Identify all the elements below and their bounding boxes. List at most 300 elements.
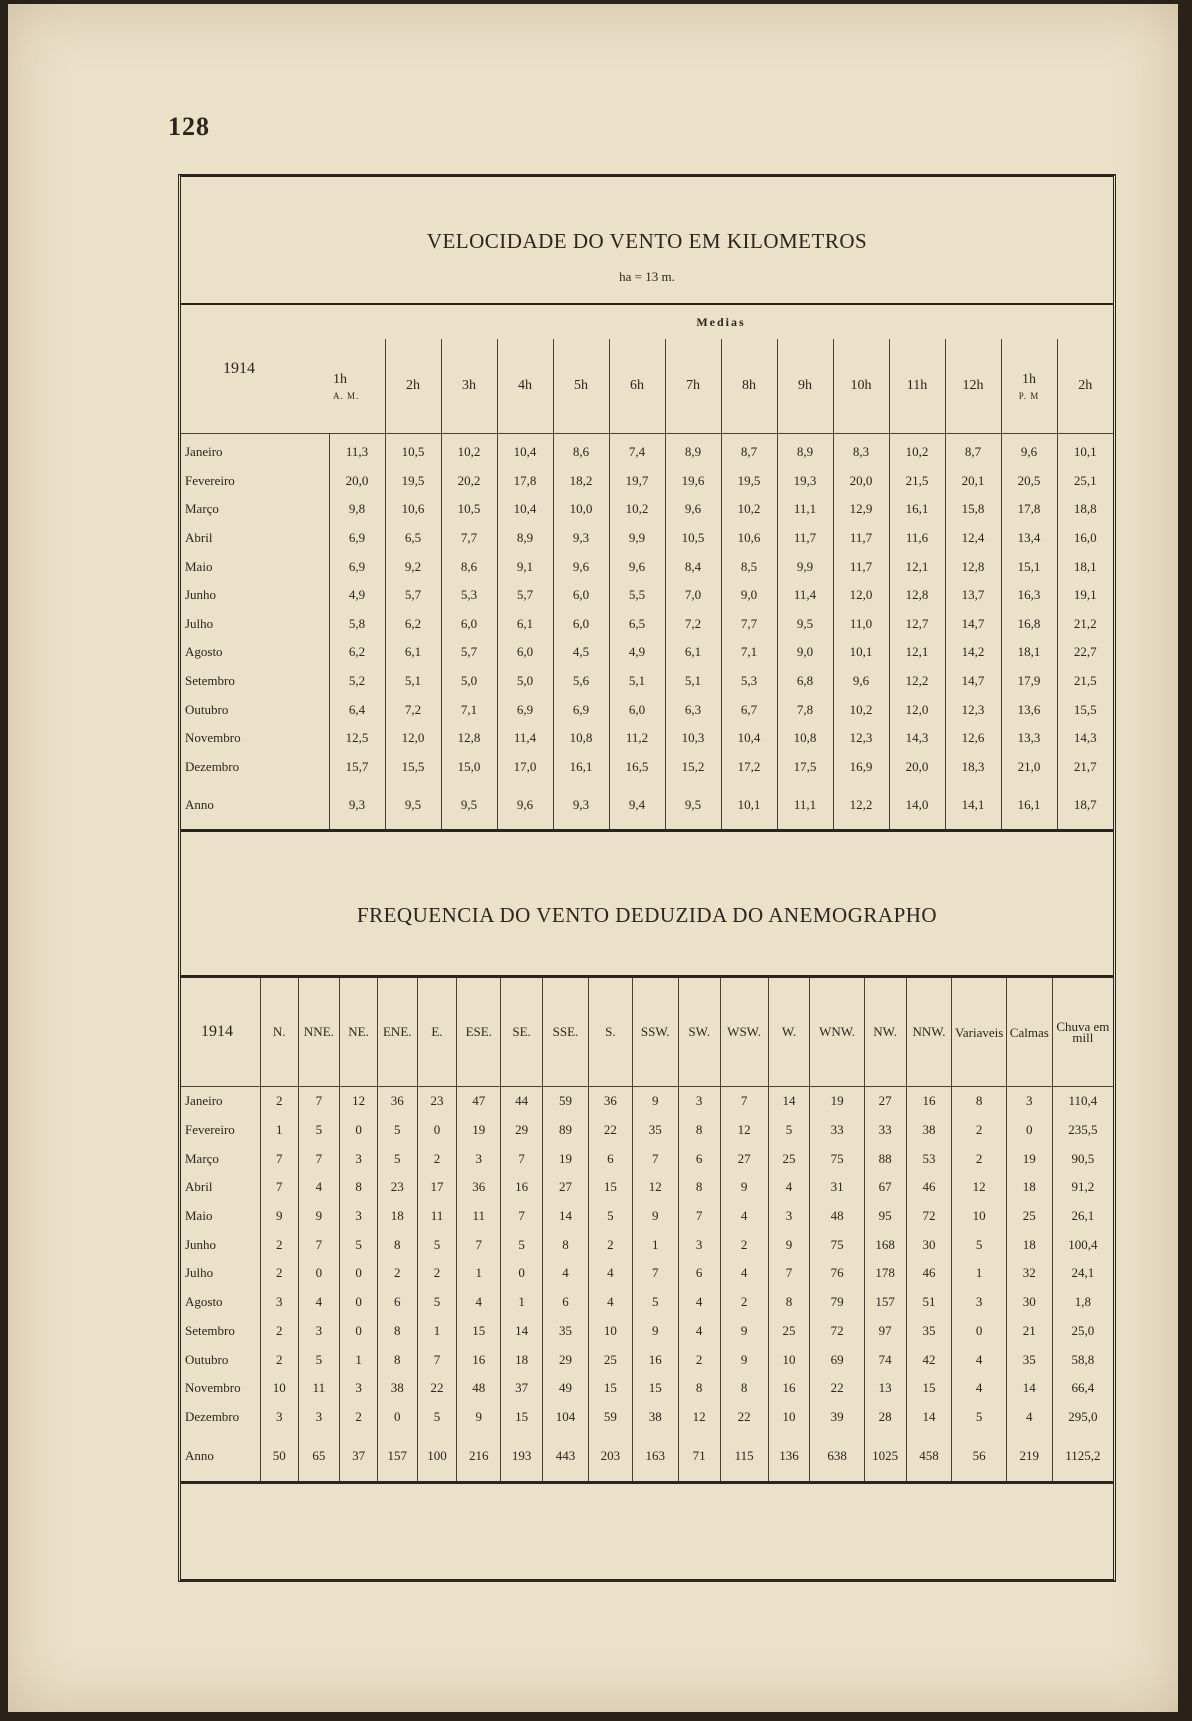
table-cell: 13,3 xyxy=(1001,724,1057,753)
table-row xyxy=(181,1374,1113,1403)
table-cell: 25 xyxy=(768,1317,810,1346)
table-cell: 8 xyxy=(377,1230,417,1259)
table-cell: 136 xyxy=(768,1431,810,1483)
table-cell: 5,8 xyxy=(329,610,385,639)
month-label: Dezembro xyxy=(185,758,240,774)
table-cell: 3 xyxy=(457,1144,501,1173)
table-cell: 42 xyxy=(906,1345,952,1374)
table-cell: 15,2 xyxy=(665,753,721,782)
table-cell: 6,0 xyxy=(609,695,665,724)
hour-label: 1h xyxy=(1022,371,1036,387)
table-cell: 19,5 xyxy=(721,467,777,496)
hour-header xyxy=(833,339,889,434)
table-cell: 9 xyxy=(632,1202,678,1231)
table-cell: 36 xyxy=(588,1087,632,1116)
table-cell: 2 xyxy=(417,1144,457,1173)
table-cell: 0 xyxy=(1006,1116,1052,1145)
table-cell: 16 xyxy=(906,1087,952,1116)
table-cell: 19 xyxy=(542,1144,588,1173)
table-cell: 15,1 xyxy=(1001,552,1057,581)
table-row xyxy=(181,495,1113,524)
table-cell: 15 xyxy=(588,1374,632,1403)
table-cell: 2 xyxy=(260,1345,298,1374)
hour-header xyxy=(329,339,385,434)
direction-header: SW. xyxy=(678,977,720,1087)
table-row xyxy=(181,1173,1113,1202)
table-cell: 10,5 xyxy=(665,524,721,553)
table-cell: 22 xyxy=(588,1116,632,1145)
table-cell: 36 xyxy=(457,1173,501,1202)
table-cell: 10,2 xyxy=(721,495,777,524)
table-cell: 21,5 xyxy=(889,467,945,496)
direction-header: ESE. xyxy=(457,977,501,1087)
velocity-year: 1914 xyxy=(223,360,255,377)
direction-header: S. xyxy=(588,977,632,1087)
table-cell: 13 xyxy=(864,1374,906,1403)
table-cell: 18,2 xyxy=(553,467,609,496)
table-cell: 12 xyxy=(678,1403,720,1432)
table-cell: 458 xyxy=(906,1431,952,1483)
table-cell: 13,7 xyxy=(945,581,1001,610)
table-cell: 6 xyxy=(678,1259,720,1288)
table-cell: 8 xyxy=(678,1173,720,1202)
table-cell: 9,3 xyxy=(553,781,609,831)
table-row xyxy=(181,1345,1113,1374)
table-cell: 95 xyxy=(864,1202,906,1231)
table-cell: 48 xyxy=(810,1202,864,1231)
table-cell: 38 xyxy=(906,1116,952,1145)
frequency-header-row xyxy=(181,977,1113,1087)
table-cell: 56 xyxy=(952,1431,1006,1483)
table-cell: 75 xyxy=(810,1230,864,1259)
table-cell: 14,0 xyxy=(889,781,945,831)
table-cell: 3 xyxy=(1006,1087,1052,1116)
table-cell: 6,0 xyxy=(553,581,609,610)
table-cell: 7 xyxy=(720,1087,768,1116)
month-label: Fevereiro xyxy=(185,472,235,488)
month-label: Outubro xyxy=(185,1351,229,1367)
table-cell: 16,8 xyxy=(1001,610,1057,639)
table-cell: 4 xyxy=(1006,1403,1052,1432)
table-cell: 14,7 xyxy=(945,610,1001,639)
direction-header: WSW. xyxy=(720,977,768,1087)
table-cell: 10,4 xyxy=(721,724,777,753)
month-label: Anno xyxy=(185,1448,214,1464)
table-cell: 163 xyxy=(632,1431,678,1483)
month-label: Novembro xyxy=(185,730,241,746)
table-cell: 6,8 xyxy=(777,667,833,696)
table-cell: 5 xyxy=(632,1288,678,1317)
table-cell: 7 xyxy=(768,1259,810,1288)
table-cell: 110,4 xyxy=(1052,1087,1113,1116)
table-cell: 10,6 xyxy=(385,495,441,524)
table-cell: 58,8 xyxy=(1052,1345,1113,1374)
table-cell: 8,4 xyxy=(665,552,721,581)
table-cell: 21 xyxy=(1006,1317,1052,1346)
table-cell: 3 xyxy=(952,1288,1006,1317)
table-cell: 100,4 xyxy=(1052,1230,1113,1259)
hour-label: 12h xyxy=(962,378,984,393)
table-cell: 5 xyxy=(298,1345,340,1374)
table-cell: 4 xyxy=(457,1288,501,1317)
table-cell: 22 xyxy=(417,1374,457,1403)
table-cell: 17,8 xyxy=(1001,495,1057,524)
table-row xyxy=(181,1403,1113,1432)
table-row xyxy=(181,581,1113,610)
table-cell: 11,4 xyxy=(777,581,833,610)
velocity-table xyxy=(181,303,1113,832)
table-cell: 5,1 xyxy=(385,667,441,696)
table-cell: 7 xyxy=(632,1259,678,1288)
table-cell: 12,9 xyxy=(833,495,889,524)
table-cell: 15 xyxy=(457,1317,501,1346)
table-cell: 3 xyxy=(340,1144,378,1173)
table-cell: 9 xyxy=(720,1345,768,1374)
table-cell: 5,7 xyxy=(441,638,497,667)
table-cell: 24,1 xyxy=(1052,1259,1113,1288)
table-cell: 12 xyxy=(340,1087,378,1116)
table-cell: 2 xyxy=(377,1259,417,1288)
month-label: Julho xyxy=(185,1265,214,1281)
table-cell: 4 xyxy=(952,1374,1006,1403)
table-cell: 12,0 xyxy=(833,581,889,610)
direction-header: SSW. xyxy=(632,977,678,1087)
table-cell: 9 xyxy=(260,1202,298,1231)
table-row xyxy=(181,524,1113,553)
table-cell: 97 xyxy=(864,1317,906,1346)
table-cell: 7,8 xyxy=(777,695,833,724)
table-cell: 12,6 xyxy=(945,724,1001,753)
table-cell: 5,2 xyxy=(329,667,385,696)
table-cell: 8 xyxy=(768,1288,810,1317)
hour-label: 1h xyxy=(333,371,347,387)
table-row xyxy=(181,1144,1113,1173)
table-cell: 17,8 xyxy=(497,467,553,496)
table-cell: 9,5 xyxy=(777,610,833,639)
table-cell: 20,0 xyxy=(833,467,889,496)
table-cell: 2 xyxy=(340,1403,378,1432)
hour-header xyxy=(609,339,665,434)
table-cell: 19,6 xyxy=(665,467,721,496)
table-cell: 16 xyxy=(457,1345,501,1374)
table-cell: 216 xyxy=(457,1431,501,1483)
table-cell: 9,6 xyxy=(553,552,609,581)
table-cell: 18 xyxy=(377,1202,417,1231)
table-cell: 12,8 xyxy=(945,552,1001,581)
table-cell: 10,5 xyxy=(441,495,497,524)
hour-header xyxy=(385,339,441,434)
table-cell: 7 xyxy=(298,1144,340,1173)
table-cell: 8,7 xyxy=(945,434,1001,467)
table-row xyxy=(181,610,1113,639)
table-cell: 10,4 xyxy=(497,434,553,467)
total-row xyxy=(181,1431,1113,1483)
table-cell: 9,3 xyxy=(553,524,609,553)
table-cell: 6,9 xyxy=(497,695,553,724)
table-cell: 10,0 xyxy=(553,495,609,524)
table-cell: 8,9 xyxy=(777,434,833,467)
table-cell: 76 xyxy=(810,1259,864,1288)
table-cell: 20,1 xyxy=(945,467,1001,496)
direction-header: Calmas xyxy=(1006,977,1052,1087)
table-cell: 22 xyxy=(720,1403,768,1432)
table-cell: 157 xyxy=(864,1288,906,1317)
table-cell: 0 xyxy=(417,1116,457,1145)
table-cell: 3 xyxy=(678,1230,720,1259)
table-cell: 32 xyxy=(1006,1259,1052,1288)
table-cell: 12,1 xyxy=(889,552,945,581)
table-row xyxy=(181,552,1113,581)
table-cell: 9,9 xyxy=(777,552,833,581)
table-cell: 26,1 xyxy=(1052,1202,1113,1231)
table-cell: 7 xyxy=(457,1230,501,1259)
direction-header: Chuva em mill xyxy=(1052,977,1113,1087)
medias-label: Medias xyxy=(696,315,746,329)
table-cell: 38 xyxy=(632,1403,678,1432)
direction-header: Variaveis xyxy=(952,977,1006,1087)
table-cell: 3 xyxy=(298,1403,340,1432)
table-cell: 3 xyxy=(340,1202,378,1231)
table-row xyxy=(181,1288,1113,1317)
table-cell: 38 xyxy=(377,1374,417,1403)
table-cell: 33 xyxy=(864,1116,906,1145)
table-cell: 1 xyxy=(340,1345,378,1374)
table-cell: 14,3 xyxy=(1057,724,1113,753)
table-cell: 79 xyxy=(810,1288,864,1317)
hour-header xyxy=(665,339,721,434)
table-cell: 4 xyxy=(588,1259,632,1288)
table-cell: 178 xyxy=(864,1259,906,1288)
hour-label: 2h xyxy=(1078,378,1093,393)
velocity-subtitle: ha = 13 m. xyxy=(619,269,675,284)
direction-header: NE. xyxy=(340,977,378,1087)
table-cell: 9,9 xyxy=(609,524,665,553)
pm-label: P. M xyxy=(1018,390,1040,401)
table-cell: 10 xyxy=(588,1317,632,1346)
table-cell: 9,5 xyxy=(665,781,721,831)
table-cell: 19 xyxy=(457,1116,501,1145)
direction-header: WNW. xyxy=(810,977,864,1087)
table-cell: 100 xyxy=(417,1431,457,1483)
table-cell: 25,0 xyxy=(1052,1317,1113,1346)
table-cell: 18 xyxy=(501,1345,543,1374)
table-cell: 5 xyxy=(952,1403,1006,1432)
table-cell: 18,7 xyxy=(1057,781,1113,831)
table-cell: 16,3 xyxy=(1001,581,1057,610)
table-cell: 9,4 xyxy=(609,781,665,831)
table-cell: 2 xyxy=(260,1087,298,1116)
table-cell: 13,4 xyxy=(1001,524,1057,553)
am-label: A. M. xyxy=(333,390,360,401)
table-cell: 5 xyxy=(417,1288,457,1317)
table-cell: 12,1 xyxy=(889,638,945,667)
month-label: Agosto xyxy=(185,644,223,660)
table-cell: 5 xyxy=(417,1230,457,1259)
table-cell: 3 xyxy=(260,1403,298,1432)
table-cell: 6 xyxy=(588,1144,632,1173)
table-cell: 89 xyxy=(542,1116,588,1145)
table-cell: 0 xyxy=(340,1259,378,1288)
table-cell: 6 xyxy=(678,1144,720,1173)
table-cell: 443 xyxy=(542,1431,588,1483)
table-cell: 6,0 xyxy=(441,610,497,639)
table-cell: 6,9 xyxy=(553,695,609,724)
table-cell: 15 xyxy=(906,1374,952,1403)
table-cell: 115 xyxy=(720,1431,768,1483)
table-cell: 9,5 xyxy=(441,781,497,831)
hour-header xyxy=(945,339,1001,434)
table-cell: 2 xyxy=(588,1230,632,1259)
table-cell: 15,5 xyxy=(385,753,441,782)
month-label: Novembro xyxy=(185,1380,241,1396)
month-label: Dezembro xyxy=(185,1408,240,1424)
table-cell: 6,1 xyxy=(497,610,553,639)
table-cell: 7 xyxy=(260,1173,298,1202)
table-cell: 9,1 xyxy=(497,552,553,581)
table-cell: 18,3 xyxy=(945,753,1001,782)
table-cell: 0 xyxy=(501,1259,543,1288)
table-cell: 7 xyxy=(260,1144,298,1173)
table-cell: 4 xyxy=(720,1259,768,1288)
table-cell: 4 xyxy=(588,1288,632,1317)
direction-header: NNW. xyxy=(906,977,952,1087)
hour-label: 5h xyxy=(574,378,588,393)
table-cell: 33 xyxy=(810,1116,864,1145)
table-cell: 9,0 xyxy=(721,581,777,610)
table-cell: 5 xyxy=(377,1116,417,1145)
table-cell: 5 xyxy=(377,1144,417,1173)
month-label: Março xyxy=(185,1150,219,1166)
hour-label: 4h xyxy=(518,378,532,393)
table-cell: 25 xyxy=(1006,1202,1052,1231)
table-cell: 8,3 xyxy=(833,434,889,467)
month-label: Janeiro xyxy=(185,444,223,460)
month-label: Junho xyxy=(185,587,217,603)
table-cell: 4,5 xyxy=(553,638,609,667)
table-cell: 8 xyxy=(952,1087,1006,1116)
table-cell: 8 xyxy=(340,1173,378,1202)
table-cell: 8 xyxy=(542,1230,588,1259)
table-cell: 7,7 xyxy=(721,610,777,639)
month-label: Setembro xyxy=(185,1322,235,1338)
table-cell: 11 xyxy=(298,1374,340,1403)
table-cell: 31 xyxy=(810,1173,864,1202)
table-cell: 23 xyxy=(417,1087,457,1116)
table-cell: 17,9 xyxy=(1001,667,1057,696)
table-cell: 10,1 xyxy=(833,638,889,667)
table-cell: 5,1 xyxy=(665,667,721,696)
month-label: Abril xyxy=(185,530,213,546)
table-cell: 2 xyxy=(952,1116,1006,1145)
table-cell: 7 xyxy=(501,1202,543,1231)
table-cell: 3 xyxy=(678,1087,720,1116)
table-cell: 50 xyxy=(260,1431,298,1483)
table-cell: 9,6 xyxy=(1001,434,1057,467)
table-cell: 6,5 xyxy=(385,524,441,553)
hour-header xyxy=(1057,339,1113,434)
table-cell: 4 xyxy=(298,1173,340,1202)
table-row xyxy=(181,1202,1113,1231)
table-cell: 15,8 xyxy=(945,495,1001,524)
table-cell: 168 xyxy=(864,1230,906,1259)
direction-header: ENE. xyxy=(377,977,417,1087)
table-cell: 21,0 xyxy=(1001,753,1057,782)
table-cell: 12 xyxy=(720,1116,768,1145)
table-cell: 17,2 xyxy=(721,753,777,782)
table-cell: 88 xyxy=(864,1144,906,1173)
table-cell: 72 xyxy=(906,1202,952,1231)
table-cell: 14 xyxy=(1006,1374,1052,1403)
table-cell: 19,3 xyxy=(777,467,833,496)
hour-header xyxy=(721,339,777,434)
table-row xyxy=(181,1259,1113,1288)
table-cell: 6 xyxy=(377,1288,417,1317)
table-row xyxy=(181,467,1113,496)
table-cell: 0 xyxy=(952,1317,1006,1346)
table-cell: 0 xyxy=(377,1403,417,1432)
table-cell: 65 xyxy=(298,1431,340,1483)
table-cell: 16 xyxy=(501,1173,543,1202)
table-cell: 5 xyxy=(501,1230,543,1259)
table-cell: 9,3 xyxy=(329,781,385,831)
table-cell: 14,7 xyxy=(945,667,1001,696)
table-cell: 17,5 xyxy=(777,753,833,782)
table-cell: 8,6 xyxy=(441,552,497,581)
table-cell: 10,2 xyxy=(609,495,665,524)
direction-header: N. xyxy=(260,977,298,1087)
table-cell: 8,7 xyxy=(721,434,777,467)
table-cell: 8 xyxy=(678,1374,720,1403)
table-cell: 37 xyxy=(501,1374,543,1403)
table-cell: 18,8 xyxy=(1057,495,1113,524)
table-cell: 157 xyxy=(377,1431,417,1483)
table-cell: 10,2 xyxy=(833,695,889,724)
table-cell: 1 xyxy=(457,1259,501,1288)
table-cell: 7 xyxy=(417,1345,457,1374)
table-cell: 18,1 xyxy=(1057,552,1113,581)
table-cell: 16 xyxy=(632,1345,678,1374)
table-cell: 1025 xyxy=(864,1431,906,1483)
table-cell: 11,1 xyxy=(777,781,833,831)
table-cell: 5,6 xyxy=(553,667,609,696)
table-cell: 8,9 xyxy=(665,434,721,467)
table-cell: 12,2 xyxy=(889,667,945,696)
table-cell: 1 xyxy=(417,1317,457,1346)
direction-header: NW. xyxy=(864,977,906,1087)
table-cell: 7,2 xyxy=(665,610,721,639)
table-cell: 6,7 xyxy=(721,695,777,724)
table-frame xyxy=(178,174,1116,1582)
table-cell: 5,3 xyxy=(721,667,777,696)
table-cell: 12,5 xyxy=(329,724,385,753)
table-cell: 11,7 xyxy=(833,524,889,553)
table-cell: 14 xyxy=(542,1202,588,1231)
table-cell: 10,2 xyxy=(441,434,497,467)
hour-label: 7h xyxy=(686,378,700,393)
table-cell: 16,1 xyxy=(1001,781,1057,831)
table-cell: 12,2 xyxy=(833,781,889,831)
table-cell: 5 xyxy=(298,1116,340,1145)
table-cell: 8 xyxy=(377,1345,417,1374)
table-cell: 7 xyxy=(298,1087,340,1116)
table-cell: 0 xyxy=(340,1288,378,1317)
month-label: Maio xyxy=(185,1208,213,1224)
table-cell: 12 xyxy=(632,1173,678,1202)
table-cell: 18 xyxy=(1006,1173,1052,1202)
table-cell: 9 xyxy=(632,1317,678,1346)
table-cell: 25 xyxy=(588,1345,632,1374)
table-cell: 35 xyxy=(542,1317,588,1346)
